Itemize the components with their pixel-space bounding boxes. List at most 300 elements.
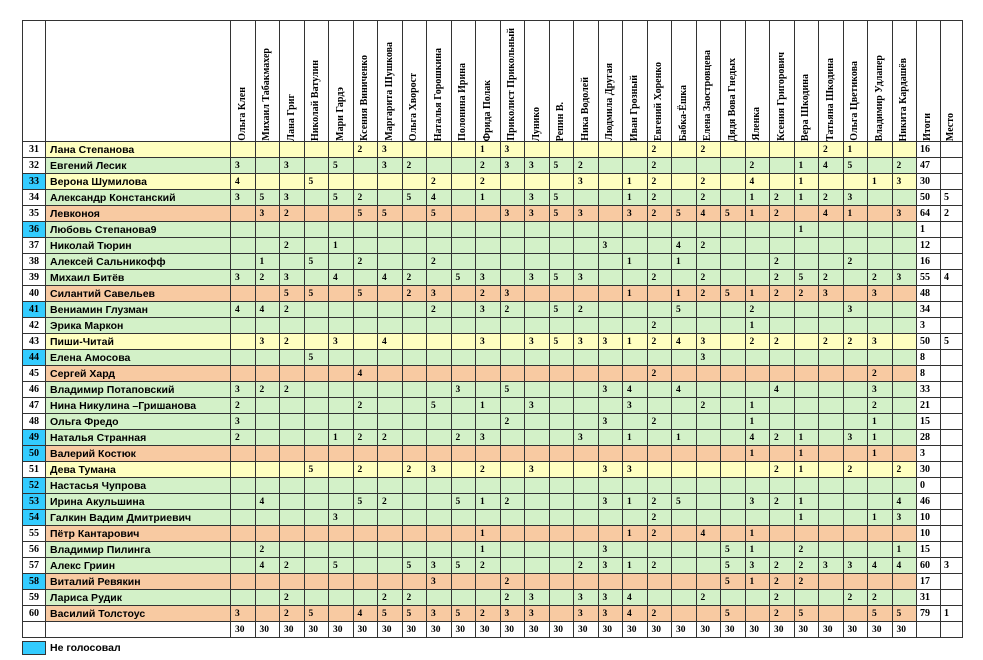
vote-cell: 4 <box>672 238 697 254</box>
vote-cell: 2 <box>500 414 525 430</box>
vote-cell <box>280 254 305 270</box>
vote-cell <box>819 254 844 270</box>
vote-cell: 2 <box>696 398 721 414</box>
vote-cell: 2 <box>280 206 305 222</box>
vote-cell <box>451 238 476 254</box>
vote-cell <box>476 238 501 254</box>
vote-cell <box>427 590 452 606</box>
row-number: 56 <box>23 542 46 558</box>
vote-cell: 5 <box>672 302 697 318</box>
column-header-label: Лунико <box>530 106 542 141</box>
vote-cell <box>525 574 550 590</box>
vote-cell: 2 <box>794 574 819 590</box>
vote-cell <box>549 430 574 446</box>
vote-cell <box>672 158 697 174</box>
vote-cell <box>280 510 305 526</box>
vote-cell <box>598 446 623 462</box>
vote-cell <box>280 142 305 158</box>
vote-cell: 3 <box>598 494 623 510</box>
vote-cell: 1 <box>745 286 770 302</box>
vote-cell: 2 <box>868 270 893 286</box>
vote-cell: 3 <box>745 494 770 510</box>
vote-cell <box>280 350 305 366</box>
vote-cell: 3 <box>819 558 844 574</box>
vote-cell <box>843 478 868 494</box>
vote-cell <box>304 558 329 574</box>
vote-cell: 2 <box>696 286 721 302</box>
vote-cell <box>451 254 476 270</box>
vote-cell: 2 <box>770 270 795 286</box>
vote-cell: 2 <box>402 286 427 302</box>
vote-cell <box>476 590 501 606</box>
vote-cell <box>280 414 305 430</box>
vote-cell: 1 <box>868 414 893 430</box>
vote-cell: 2 <box>476 158 501 174</box>
vote-cell <box>598 270 623 286</box>
vote-cell <box>794 334 819 350</box>
vote-cell <box>819 366 844 382</box>
vote-cell <box>255 526 280 542</box>
vote-cell <box>451 446 476 462</box>
vote-cell <box>892 446 917 462</box>
vote-cell <box>819 542 844 558</box>
vote-cell: 3 <box>623 462 648 478</box>
vote-cell <box>525 286 550 302</box>
vote-cell <box>819 590 844 606</box>
place-cell <box>941 302 963 318</box>
vote-cell: 4 <box>255 558 280 574</box>
row-number: 38 <box>23 254 46 270</box>
vote-cell: 2 <box>770 590 795 606</box>
vote-cell: 2 <box>402 158 427 174</box>
vote-cell <box>378 398 403 414</box>
vote-cell <box>451 462 476 478</box>
vote-cell <box>647 302 672 318</box>
total-cell: 1 <box>917 222 941 238</box>
vote-cell <box>819 222 844 238</box>
vote-cell: 3 <box>598 542 623 558</box>
total-cell: 15 <box>917 542 941 558</box>
vote-cell <box>721 510 746 526</box>
column-header-label: Никита Кардашёв <box>898 57 909 141</box>
place-cell <box>941 366 963 382</box>
total-cell: 8 <box>917 350 941 366</box>
vote-cell <box>843 414 868 430</box>
vote-cell <box>721 478 746 494</box>
vote-cell <box>868 574 893 590</box>
vote-cell: 2 <box>647 174 672 190</box>
column-header <box>280 21 305 142</box>
vote-cell: 2 <box>402 270 427 286</box>
vote-cell: 3 <box>598 238 623 254</box>
table-row <box>23 398 963 414</box>
vote-cell <box>304 398 329 414</box>
total-cell: 48 <box>917 286 941 302</box>
vote-cell: 2 <box>476 462 501 478</box>
vote-cell: 2 <box>500 302 525 318</box>
vote-cell <box>427 350 452 366</box>
vote-cell <box>402 366 427 382</box>
total-cell: 3 <box>917 318 941 334</box>
vote-cell <box>549 462 574 478</box>
place-cell: 5 <box>941 190 963 206</box>
vote-cell <box>231 494 256 510</box>
participant-name: Пётр Кантарович <box>46 526 231 542</box>
vote-cell <box>892 190 917 206</box>
vote-cell: 4 <box>378 270 403 286</box>
vote-cell <box>598 174 623 190</box>
participant-name: Евгений Лесик <box>46 158 231 174</box>
vote-cell <box>574 574 599 590</box>
vote-cell: 3 <box>525 398 550 414</box>
vote-cell: 5 <box>451 494 476 510</box>
vote-cell: 2 <box>280 238 305 254</box>
row-number: 33 <box>23 174 46 190</box>
vote-cell <box>598 574 623 590</box>
row-number: 57 <box>23 558 46 574</box>
vote-cell: 3 <box>329 334 354 350</box>
vote-cell <box>549 446 574 462</box>
column-header-label: Бабка-Ёшка <box>677 84 689 141</box>
vote-cell <box>402 350 427 366</box>
vote-cell: 3 <box>231 382 256 398</box>
vote-cell: 3 <box>525 462 550 478</box>
row-number: 43 <box>23 334 46 350</box>
vote-cell <box>819 350 844 366</box>
vote-cell: 2 <box>770 574 795 590</box>
vote-cell <box>721 270 746 286</box>
column-header <box>231 21 256 142</box>
vote-cell <box>402 238 427 254</box>
vote-cell <box>868 494 893 510</box>
vote-cell: 3 <box>378 142 403 158</box>
vote-cell: 5 <box>721 286 746 302</box>
vote-cell: 3 <box>892 206 917 222</box>
vote-cell <box>525 142 550 158</box>
row-number: 44 <box>23 350 46 366</box>
vote-cell <box>378 446 403 462</box>
vote-cell: 2 <box>745 302 770 318</box>
vote-cell <box>280 526 305 542</box>
vote-cell <box>353 302 378 318</box>
vote-cell <box>402 574 427 590</box>
vote-cell: 3 <box>574 174 599 190</box>
vote-cell <box>476 574 501 590</box>
total-cell: 31 <box>917 590 941 606</box>
vote-cell <box>402 254 427 270</box>
vote-cell <box>329 526 354 542</box>
participant-name: Валерий Костюк <box>46 446 231 462</box>
vote-cell <box>255 366 280 382</box>
column-header-label: Полонина Ирина <box>457 63 468 141</box>
vote-cell: 1 <box>745 542 770 558</box>
vote-cell <box>329 350 354 366</box>
vote-cell <box>451 190 476 206</box>
total-cell: 16 <box>917 254 941 270</box>
vote-cell: 3 <box>525 206 550 222</box>
place-cell: 1 <box>941 606 963 622</box>
place-cell: 4 <box>941 270 963 286</box>
place-cell <box>941 350 963 366</box>
vote-cell <box>868 302 893 318</box>
vote-cell <box>353 558 378 574</box>
vote-cell: 3 <box>696 350 721 366</box>
vote-cell <box>868 478 893 494</box>
vote-cell <box>304 382 329 398</box>
vote-cell <box>402 478 427 494</box>
vote-cell: 2 <box>500 590 525 606</box>
column-total: 30 <box>672 622 697 638</box>
vote-cell <box>623 238 648 254</box>
vote-cell: 2 <box>696 174 721 190</box>
vote-cell <box>598 398 623 414</box>
vote-cell: 1 <box>794 190 819 206</box>
vote-cell <box>231 286 256 302</box>
vote-cell <box>500 558 525 574</box>
vote-cell <box>770 446 795 462</box>
vote-cell <box>623 414 648 430</box>
vote-cell: 3 <box>378 158 403 174</box>
vote-cell <box>304 590 329 606</box>
column-header <box>794 21 819 142</box>
vote-cell <box>745 606 770 622</box>
total-cell: 79 <box>917 606 941 622</box>
vote-cell: 3 <box>476 270 501 286</box>
vote-cell <box>378 174 403 190</box>
column-header <box>598 21 623 142</box>
column-total: 30 <box>231 622 256 638</box>
vote-cell <box>329 302 354 318</box>
vote-cell <box>304 302 329 318</box>
vote-cell: 1 <box>476 398 501 414</box>
column-header-label: Елена Заостровцева <box>702 49 713 141</box>
vote-cell <box>427 318 452 334</box>
vote-cell: 5 <box>304 350 329 366</box>
vote-cell: 5 <box>794 270 819 286</box>
vote-cell: 3 <box>500 286 525 302</box>
vote-cell: 2 <box>868 398 893 414</box>
vote-cell <box>402 206 427 222</box>
column-header-label: Владимир Удлапер <box>873 54 885 141</box>
vote-cell <box>696 414 721 430</box>
column-header <box>696 21 721 142</box>
place-cell <box>941 238 963 254</box>
vote-cell <box>549 478 574 494</box>
vote-cell <box>427 222 452 238</box>
column-header <box>329 21 354 142</box>
vote-cell <box>868 350 893 366</box>
vote-cell <box>819 606 844 622</box>
vote-cell <box>598 366 623 382</box>
vote-cell <box>451 174 476 190</box>
vote-cell <box>476 350 501 366</box>
vote-cell: 3 <box>574 590 599 606</box>
vote-cell <box>500 254 525 270</box>
vote-cell <box>843 366 868 382</box>
vote-cell: 2 <box>892 462 917 478</box>
total-cell: 33 <box>917 382 941 398</box>
vote-cell <box>647 238 672 254</box>
vote-cell <box>329 318 354 334</box>
participant-name: Лариса Рудик <box>46 590 231 606</box>
column-total: 30 <box>843 622 868 638</box>
vote-cell <box>623 366 648 382</box>
vote-cell <box>721 382 746 398</box>
vote-cell: 1 <box>794 462 819 478</box>
place-cell <box>941 430 963 446</box>
vote-cell <box>598 222 623 238</box>
vote-cell <box>378 382 403 398</box>
vote-cell <box>892 350 917 366</box>
row-number: 58 <box>23 574 46 590</box>
vote-cell <box>745 382 770 398</box>
column-header-label: Мари Гардэ <box>334 87 346 141</box>
vote-cell: 5 <box>304 174 329 190</box>
row-number: 37 <box>23 238 46 254</box>
empty-cell <box>23 622 46 638</box>
vote-cell: 4 <box>378 334 403 350</box>
vote-cell: 2 <box>647 206 672 222</box>
column-total: 30 <box>304 622 329 638</box>
vote-cell: 2 <box>353 462 378 478</box>
vote-cell: 2 <box>794 286 819 302</box>
vote-cell: 1 <box>476 526 501 542</box>
vote-cell <box>231 510 256 526</box>
vote-cell <box>549 318 574 334</box>
vote-cell: 4 <box>819 158 844 174</box>
participant-name: Николай Тюрин <box>46 238 231 254</box>
vote-cell: 3 <box>574 270 599 286</box>
vote-cell: 3 <box>500 206 525 222</box>
vote-cell: 3 <box>427 606 452 622</box>
vote-cell <box>672 142 697 158</box>
vote-cell <box>623 142 648 158</box>
vote-cell: 1 <box>745 446 770 462</box>
vote-cell <box>231 446 256 462</box>
vote-cell <box>672 350 697 366</box>
table-row <box>23 462 963 478</box>
total-cell: 50 <box>917 334 941 350</box>
vote-cell: 2 <box>696 270 721 286</box>
row-number: 35 <box>23 206 46 222</box>
vote-cell <box>721 462 746 478</box>
vote-cell <box>770 366 795 382</box>
vote-cell: 3 <box>231 270 256 286</box>
table-row <box>23 206 963 222</box>
vote-cell <box>427 158 452 174</box>
vote-cell: 2 <box>819 142 844 158</box>
vote-cell <box>549 366 574 382</box>
vote-cell: 4 <box>745 430 770 446</box>
vote-cell <box>255 430 280 446</box>
vote-cell <box>255 350 280 366</box>
vote-cell <box>892 302 917 318</box>
vote-cell <box>794 398 819 414</box>
vote-cell <box>329 382 354 398</box>
vote-cell <box>721 302 746 318</box>
table-row <box>23 286 963 302</box>
column-header-label: Николай Ватулин <box>310 60 321 141</box>
vote-cell: 2 <box>745 158 770 174</box>
vote-cell <box>500 222 525 238</box>
vote-cell <box>280 494 305 510</box>
vote-cell <box>843 494 868 510</box>
vote-cell <box>549 238 574 254</box>
place-cell <box>941 494 963 510</box>
column-total: 30 <box>892 622 917 638</box>
vote-cell <box>843 574 868 590</box>
vote-cell <box>598 350 623 366</box>
totals-header-label: Итоги <box>922 113 934 141</box>
column-total: 30 <box>868 622 893 638</box>
vote-cell <box>574 462 599 478</box>
column-total: 30 <box>353 622 378 638</box>
vote-cell: 2 <box>843 590 868 606</box>
vote-cell <box>598 286 623 302</box>
vote-cell <box>868 206 893 222</box>
vote-cell <box>696 158 721 174</box>
participant-name: Эрика Маркон <box>46 318 231 334</box>
column-header-label: Людмила Другая <box>604 63 615 141</box>
vote-cell <box>304 318 329 334</box>
row-number: 60 <box>23 606 46 622</box>
table-row <box>23 590 963 606</box>
vote-cell <box>329 478 354 494</box>
vote-cell <box>598 254 623 270</box>
vote-cell: 5 <box>721 558 746 574</box>
vote-cell <box>647 542 672 558</box>
vote-cell <box>427 430 452 446</box>
vote-cell <box>892 414 917 430</box>
vote-cell: 2 <box>378 430 403 446</box>
not-voted-swatch <box>22 641 46 655</box>
vote-cell: 3 <box>868 382 893 398</box>
place-cell: 5 <box>941 334 963 350</box>
vote-cell <box>402 318 427 334</box>
participant-name: Пиши-Читай <box>46 334 231 350</box>
place-cell <box>941 318 963 334</box>
vote-cell <box>476 222 501 238</box>
vote-cell <box>329 254 354 270</box>
vote-cell <box>868 238 893 254</box>
vote-cell <box>843 398 868 414</box>
column-header <box>549 21 574 142</box>
vote-cell <box>647 446 672 462</box>
vote-cell <box>868 142 893 158</box>
vote-cell <box>378 302 403 318</box>
column-header <box>770 21 795 142</box>
vote-cell: 2 <box>402 590 427 606</box>
vote-cell <box>696 446 721 462</box>
vote-cell: 1 <box>329 238 354 254</box>
vote-cell <box>329 542 354 558</box>
vote-cell <box>427 446 452 462</box>
vote-cell <box>598 478 623 494</box>
total-cell: 50 <box>917 190 941 206</box>
vote-cell <box>549 254 574 270</box>
vote-cell <box>451 542 476 558</box>
table-row <box>23 382 963 398</box>
vote-cell: 1 <box>476 190 501 206</box>
vote-cell <box>770 222 795 238</box>
vote-cell <box>231 542 256 558</box>
participant-name: Верона Шумилова <box>46 174 231 190</box>
vote-cell <box>819 302 844 318</box>
vote-cell <box>696 430 721 446</box>
table-row <box>23 222 963 238</box>
vote-cell <box>696 478 721 494</box>
vote-cell <box>427 414 452 430</box>
